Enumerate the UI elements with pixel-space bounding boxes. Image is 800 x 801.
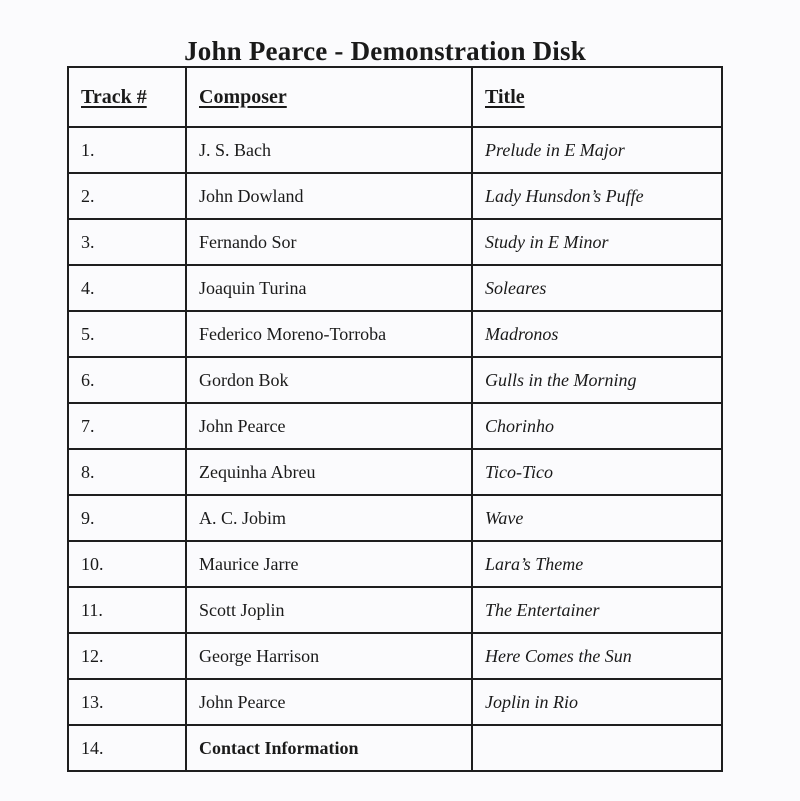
track-number: 4. [68,265,186,311]
table-row [68,679,722,725]
header-composer: Composer [186,67,472,127]
table-row [68,449,722,495]
contact-information: Contact Information [186,725,472,771]
track-composer: Fernando Sor [186,219,472,265]
track-title: Chorinho [472,403,722,449]
track-table [67,66,723,772]
track-number: 1. [68,127,186,173]
track-composer: Federico Moreno-Torroba [186,311,472,357]
track-number: 8. [68,449,186,495]
track-title: Joplin in Rio [472,679,722,725]
track-composer: John Pearce [186,403,472,449]
track-title: Lara’s Theme [472,541,722,587]
track-composer: Maurice Jarre [186,541,472,587]
track-title: The Entertainer [472,587,722,633]
track-number: 12. [68,633,186,679]
track-number: 6. [68,357,186,403]
track-title: Soleares [472,265,722,311]
track-title: Here Comes the Sun [472,633,722,679]
table-row [68,219,722,265]
table-row [68,725,722,771]
table-row [68,541,722,587]
track-title: Gulls in the Morning [472,357,722,403]
track-title: Study in E Minor [472,219,722,265]
track-number: 14. [68,725,186,771]
track-number: 10. [68,541,186,587]
track-number: 13. [68,679,186,725]
table-row [68,265,722,311]
table-row [68,127,722,173]
track-number: 5. [68,311,186,357]
track-composer: J. S. Bach [186,127,472,173]
track-title: Prelude in E Major [472,127,722,173]
table-row [68,495,722,541]
table-header-row [68,67,722,127]
track-composer: John Dowland [186,173,472,219]
track-number: 7. [68,403,186,449]
table-row [68,403,722,449]
track-composer: Zequinha Abreu [186,449,472,495]
track-composer: Joaquin Turina [186,265,472,311]
table-row [68,311,722,357]
track-title: Lady Hunsdon’s Puffe [472,173,722,219]
track-title: Madronos [472,311,722,357]
track-title: Tico-Tico [472,449,722,495]
table-row [68,357,722,403]
table-row [68,587,722,633]
header-title: Title [472,67,722,127]
page-title: John Pearce - Demonstration Disk [184,36,586,66]
track-number: 11. [68,587,186,633]
track-title [472,725,722,771]
track-composer: George Harrison [186,633,472,679]
track-number: 9. [68,495,186,541]
track-number: 2. [68,173,186,219]
track-composer: Gordon Bok [186,357,472,403]
track-number: 3. [68,219,186,265]
track-title: Wave [472,495,722,541]
track-composer: Scott Joplin [186,587,472,633]
track-composer: A. C. Jobim [186,495,472,541]
track-composer: John Pearce [186,679,472,725]
header-track: Track # [68,67,186,127]
table-row [68,173,722,219]
table-row [68,633,722,679]
